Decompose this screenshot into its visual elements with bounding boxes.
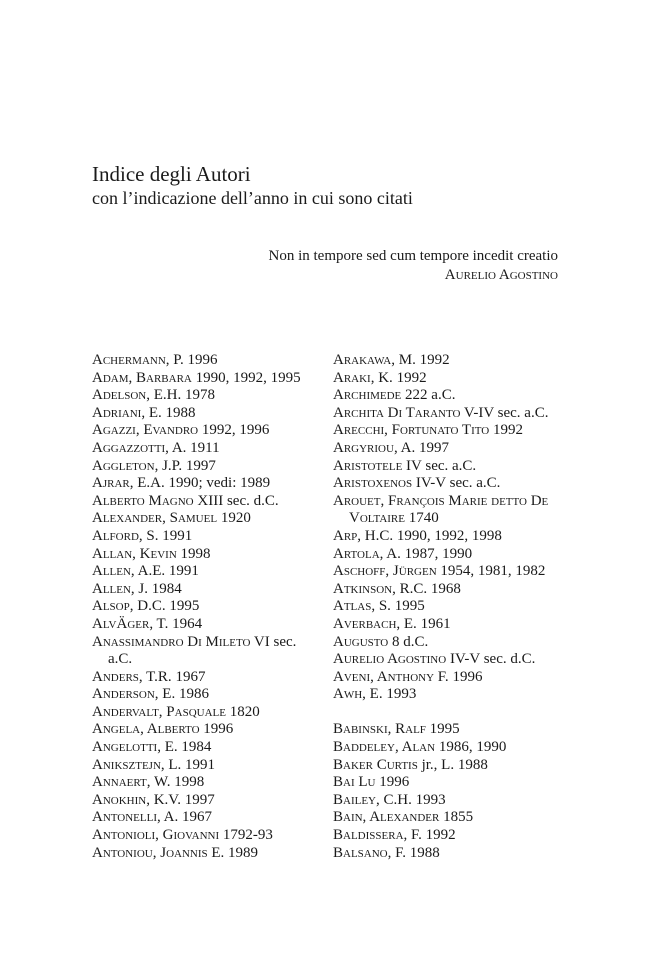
index-entry bbox=[333, 352, 563, 370]
author-name: Augusto bbox=[333, 633, 389, 650]
index-entry bbox=[333, 581, 563, 599]
citation-years: 1967 bbox=[178, 809, 213, 826]
citation-years: V-IV sec. a.C. bbox=[460, 404, 549, 421]
citation-years: 222 a.C. bbox=[401, 387, 456, 404]
citation-years: 1997 bbox=[180, 791, 215, 808]
index-entry bbox=[92, 387, 320, 405]
citation-years: 1998 bbox=[170, 774, 205, 791]
author-name: Annaert, W. bbox=[92, 774, 171, 791]
index-entry bbox=[333, 634, 563, 652]
citation-years: VI sec. a.C. bbox=[108, 633, 297, 668]
citation-years: 1986 bbox=[175, 686, 209, 703]
author-name: Baldissera, F. bbox=[333, 827, 422, 844]
author-name: Artola, A. bbox=[333, 545, 401, 562]
author-name: Allen, J. bbox=[92, 580, 149, 597]
index-entry bbox=[92, 598, 320, 616]
author-name: Atlas, S. bbox=[333, 598, 391, 615]
citation-years: 1996 bbox=[375, 774, 410, 791]
index-entry bbox=[333, 563, 563, 581]
author-name: Awh, E. bbox=[333, 686, 383, 703]
index-entry bbox=[92, 704, 320, 722]
author-name: Balsano, F. bbox=[333, 844, 407, 861]
author-name: Angelotti, E. bbox=[92, 739, 178, 756]
author-name: Aniksztejn, L. bbox=[92, 756, 182, 773]
index-entry bbox=[92, 757, 320, 775]
author-name: Argyriou, A. bbox=[333, 439, 416, 456]
author-name: Bailey, C.H. bbox=[333, 791, 412, 808]
index-entry bbox=[333, 792, 563, 810]
author-name: Alford, S. bbox=[92, 527, 159, 544]
index-entry bbox=[92, 845, 320, 863]
citation-years: 1993 bbox=[382, 686, 417, 703]
author-name: Alsop, D.C. bbox=[92, 598, 166, 615]
author-name: Baker Curtis bbox=[333, 756, 418, 773]
author-name: Aristotele bbox=[333, 457, 403, 474]
citation-years: 1990; vedi: 1989 bbox=[164, 475, 271, 492]
citation-years: 1920 bbox=[217, 510, 251, 527]
index-entry bbox=[92, 352, 320, 370]
index-entry bbox=[333, 774, 563, 792]
author-name: Aveni, Anthony F. bbox=[333, 668, 449, 685]
citation-years: jr., L. 1988 bbox=[417, 756, 488, 773]
author-name: Aristoxenos bbox=[333, 475, 413, 492]
index-entry bbox=[333, 669, 563, 687]
citation-years: 1984 bbox=[177, 739, 212, 756]
index-entry bbox=[92, 616, 320, 634]
citation-years: 1991 bbox=[165, 563, 199, 580]
author-name: Antoniou, Joannis E. bbox=[92, 844, 225, 861]
index-entry bbox=[92, 493, 320, 511]
index-entry bbox=[333, 546, 563, 564]
citation-years: 1998 bbox=[176, 545, 211, 562]
index-entry bbox=[92, 422, 320, 440]
author-name: Ajrar, E.A. bbox=[92, 475, 165, 492]
index-column-left bbox=[92, 352, 320, 862]
epigraph-quote: Non in tempore sed cum tempore incedit creatio bbox=[268, 248, 558, 264]
author-name: Anassimandro Di Mileto bbox=[92, 633, 251, 650]
author-name: Adriani, E. bbox=[92, 404, 162, 421]
author-name: Adam, Barbara bbox=[92, 369, 192, 386]
citation-years: 1988 bbox=[406, 844, 440, 861]
citation-years: 1740 bbox=[405, 510, 439, 527]
index-entry bbox=[333, 598, 563, 616]
index-entry bbox=[333, 686, 563, 704]
index-entry bbox=[92, 721, 320, 739]
author-name: Atkinson, R.C. bbox=[333, 580, 428, 597]
page-subtitle: con l’indicazione dell’anno in cui sono citati bbox=[92, 188, 413, 208]
citation-years: 1984 bbox=[148, 580, 182, 597]
citation-years: 1792-93 bbox=[219, 827, 273, 844]
index-column-right bbox=[333, 352, 563, 862]
citation-years: 1996 bbox=[448, 668, 483, 685]
index-entry bbox=[92, 370, 320, 388]
author-name: Aurelio Agostino bbox=[333, 651, 447, 668]
author-name: Alexander, Samuel bbox=[92, 510, 218, 527]
index-entry bbox=[92, 669, 320, 687]
index-entry bbox=[333, 651, 563, 669]
citation-years: 1996 bbox=[199, 721, 234, 738]
index-entry bbox=[92, 634, 320, 669]
author-name: Anderson, E. bbox=[92, 686, 176, 703]
index-entry bbox=[92, 458, 320, 476]
index-entry bbox=[333, 440, 563, 458]
citation-years: 1961 bbox=[416, 615, 451, 632]
citation-years: IV-V sec. a.C. bbox=[412, 475, 501, 492]
index-entry bbox=[333, 809, 563, 827]
author-name: Adelson, E.H. bbox=[92, 387, 182, 404]
citation-years: 1820 bbox=[225, 703, 260, 720]
index-entry bbox=[92, 475, 320, 493]
citation-years: 1995 bbox=[425, 721, 460, 738]
author-name: Averbach, E. bbox=[333, 615, 417, 632]
author-name: Arouet, François Marie detto De Voltaire bbox=[333, 492, 549, 527]
index-entry bbox=[333, 739, 563, 757]
index-entry bbox=[92, 528, 320, 546]
citation-years: 1997 bbox=[182, 457, 216, 474]
citation-years: 1992 bbox=[415, 352, 450, 368]
index-entry bbox=[92, 405, 320, 423]
citation-years: 1992, 1996 bbox=[198, 422, 270, 439]
author-name: Arakawa, M. bbox=[333, 352, 416, 368]
author-name: Arp, H.C. bbox=[333, 527, 394, 544]
index-entry bbox=[92, 563, 320, 581]
index-entry bbox=[333, 493, 563, 528]
author-name: AlvÄger, T. bbox=[92, 615, 169, 632]
author-name: Allan, Kevin bbox=[92, 545, 177, 562]
citation-years: 1992 bbox=[392, 369, 427, 386]
author-name: Bain, Alexander bbox=[333, 809, 440, 826]
citation-years: 1986, 1990 bbox=[435, 739, 507, 756]
citation-years: 1989 bbox=[224, 844, 259, 861]
author-name: Arecchi, Fortunato Tito bbox=[333, 422, 490, 439]
citation-years: 1993 bbox=[411, 791, 446, 808]
citation-years: 1997 bbox=[415, 439, 449, 456]
citation-years: 1964 bbox=[168, 615, 203, 632]
author-name: Aschoff, Jürgen bbox=[333, 563, 437, 580]
citation-years: 1988 bbox=[161, 404, 196, 421]
author-name: Baddeley, Alan bbox=[333, 739, 436, 756]
citation-years: IV-V sec. d.C. bbox=[446, 651, 536, 668]
citation-years: 1855 bbox=[439, 809, 474, 826]
citation-years: 1911 bbox=[186, 439, 220, 456]
citation-years: XIII sec. d.C. bbox=[193, 492, 279, 509]
citation-years: 1954, 1981, 1982 bbox=[436, 563, 546, 580]
citation-years: IV sec. a.C. bbox=[402, 457, 477, 474]
citation-years: 1967 bbox=[171, 668, 206, 685]
citation-years: 1996 bbox=[183, 352, 218, 368]
author-name: Anders, T.R. bbox=[92, 668, 172, 685]
author-name: Aggleton, J.P. bbox=[92, 457, 183, 474]
citation-years: 1968 bbox=[427, 580, 461, 597]
index-entry bbox=[92, 686, 320, 704]
index-entry bbox=[333, 757, 563, 775]
citation-years: 1987, 1990 bbox=[400, 545, 473, 562]
citation-years: 1995 bbox=[390, 598, 425, 615]
index-entry bbox=[92, 827, 320, 845]
index-entry bbox=[333, 475, 563, 493]
citation-years: 1990, 1992, 1998 bbox=[393, 527, 502, 544]
author-name: Araki, K. bbox=[333, 369, 393, 386]
index-entry bbox=[92, 809, 320, 827]
author-name: Archimede bbox=[333, 387, 402, 404]
index-entry bbox=[92, 792, 320, 810]
citation-years: 1991 bbox=[158, 527, 193, 544]
citation-years: 1990, 1992, 1995 bbox=[191, 369, 301, 386]
index-entry bbox=[92, 440, 320, 458]
index-entry bbox=[92, 546, 320, 564]
citation-years: 1995 bbox=[165, 598, 200, 615]
index-entry bbox=[92, 510, 320, 528]
author-name: Antonioli, Giovanni bbox=[92, 827, 220, 844]
index-entry bbox=[333, 387, 563, 405]
author-name: Andervalt, Pasquale bbox=[92, 703, 226, 720]
author-name: Alberto Magno bbox=[92, 492, 194, 509]
index-entry bbox=[333, 405, 563, 423]
author-name: Agazzi, Evandro bbox=[92, 422, 199, 439]
index-entry bbox=[333, 827, 563, 845]
page-title: Indice degli Autori bbox=[92, 162, 251, 186]
index-entry bbox=[333, 845, 563, 863]
index-entry bbox=[92, 774, 320, 792]
index-entry bbox=[333, 528, 563, 546]
citation-years: 1992 bbox=[421, 827, 456, 844]
author-name: Angela, Alberto bbox=[92, 721, 200, 738]
author-name: Allen, A.E. bbox=[92, 563, 166, 580]
index-entry bbox=[333, 721, 563, 739]
index-gap bbox=[333, 704, 563, 722]
citation-years: 1978 bbox=[181, 387, 215, 404]
index-entry bbox=[92, 581, 320, 599]
epigraph-author: Aurelio Agostino bbox=[444, 267, 558, 283]
citation-years: 8 d.C. bbox=[388, 633, 429, 650]
author-name: Bai Lu bbox=[333, 774, 376, 791]
author-name: Babinski, Ralf bbox=[333, 721, 426, 738]
author-name: Achermann, P. bbox=[92, 352, 184, 368]
index-entry bbox=[92, 739, 320, 757]
index-entry bbox=[333, 422, 563, 440]
author-name: Archita Di Taranto bbox=[333, 404, 461, 421]
author-name: Aggazzotti, A. bbox=[92, 439, 187, 456]
index-entry bbox=[333, 370, 563, 388]
citation-years: 1992 bbox=[489, 422, 523, 439]
index-entry bbox=[333, 616, 563, 634]
citation-years: 1991 bbox=[181, 756, 216, 773]
author-name: Antonelli, A. bbox=[92, 809, 179, 826]
epigraph bbox=[269, 247, 558, 285]
author-name: Anokhin, K.V. bbox=[92, 791, 181, 808]
index-entry bbox=[333, 458, 563, 476]
